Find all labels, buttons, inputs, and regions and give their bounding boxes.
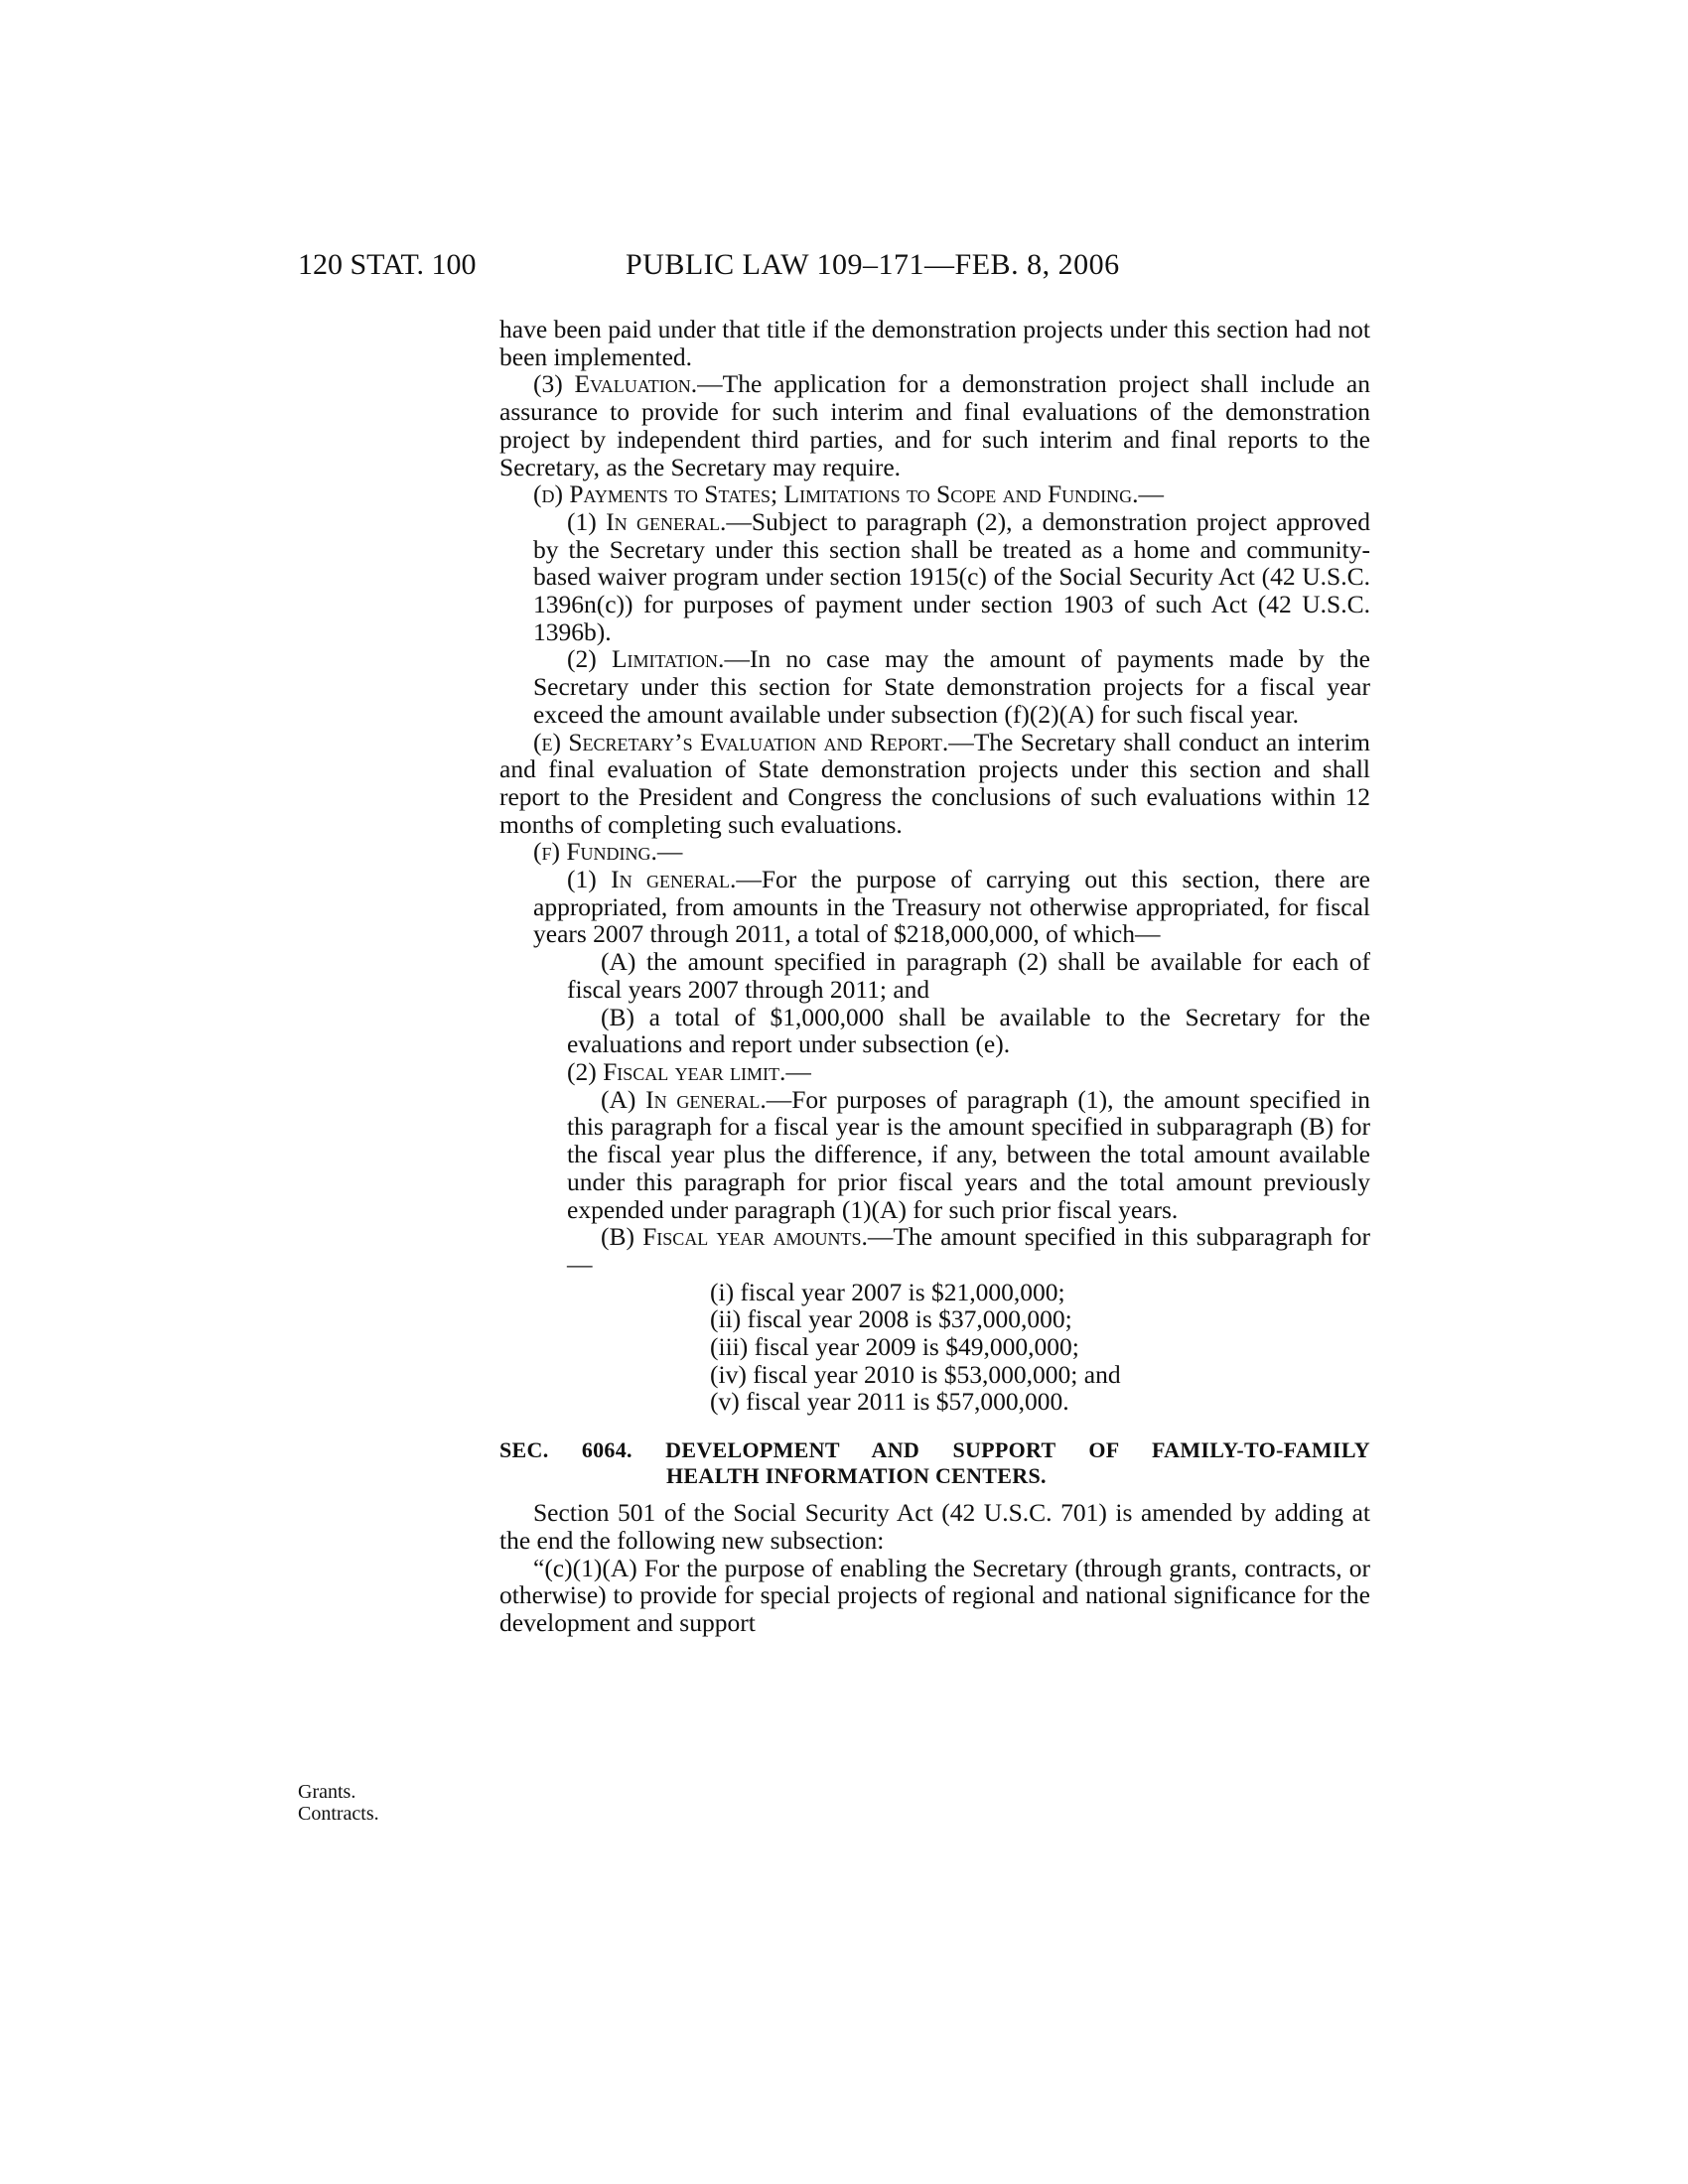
paragraph-heading: (1) In general.	[567, 865, 737, 894]
clause-ii: (ii) fiscal year 2008 is $37,000,000;	[710, 1304, 1072, 1334]
section-6064-heading	[499, 1437, 1370, 1489]
paragraph-text: —The application for a demonstration project shall include an assurance to provide for such interim and final evaluations of the demonstration project by independent third parties, and for such interim and final reports to the Secretary, as the Secretary may require.	[499, 369, 1370, 481]
paragraph-f2-heading	[533, 1058, 1370, 1086]
subparagraph-heading: (A) In general.	[601, 1084, 767, 1114]
paragraph-evaluation	[499, 370, 1370, 480]
section-heading-line-2: HEALTH INFORMATION CENTERS.	[666, 1463, 1047, 1489]
subsection-heading: (e) Secretary’s Evaluation and Report.	[533, 727, 949, 756]
subparagraph-f2a	[567, 1086, 1370, 1224]
paragraph-heading: (1) In general.	[567, 506, 727, 536]
subsection-heading: (f) Funding.	[533, 837, 657, 867]
paragraph-continuation: have been paid under that title if the demonstration projects under this section had not been implemented.	[499, 315, 1370, 371]
paragraph-heading: (2) Fiscal year limit.	[567, 1056, 786, 1086]
subparagraph-f1b: (B) a total of $1,000,000 shall be available to the Secretary for the evaluations and report under subsection (e).	[567, 1002, 1370, 1059]
paragraph-heading: (3) Evaluation.	[533, 369, 698, 399]
subsection-text: —The Secretary shall conduct an interim and final evaluation of State demonstration projects under this section and shall report to the President and Congress the conclusions of such evaluations within 12 months of completing such evaluations.	[499, 727, 1370, 839]
subsection-dash: —	[656, 837, 683, 867]
margin-note-contracts: Contracts.	[298, 1803, 379, 1825]
page-header	[298, 248, 1370, 288]
paragraph-f1	[533, 866, 1370, 948]
section-6064-intro: Section 501 of the Social Security Act (42 U.S.C. 701) is amended by adding at the end the following new subsection:	[499, 1498, 1370, 1555]
page-body	[499, 316, 1370, 1637]
subparagraph-heading: (B) Fiscal year amounts.	[601, 1222, 868, 1252]
subparagraph-text: —The amount specified in this subparagraph for—	[567, 1222, 1370, 1279]
clause-iii: (iii) fiscal year 2009 is $49,000,000;	[710, 1332, 1079, 1362]
paragraph-text: —In no case may the amount of payments made by the Secretary under this section for State demonstration projects for a fiscal year exceed the amount available under subsection (f)(2)(A) for such fiscal year.	[533, 644, 1370, 729]
subsection-e	[499, 729, 1370, 839]
subsection-f-heading	[499, 838, 1370, 866]
section-heading-line-1: SEC. 6064. DEVELOPMENT AND SUPPORT OF FAMILY-TO-FAMILY	[499, 1437, 1370, 1463]
margin-note-grants: Grants.	[298, 1781, 356, 1803]
clause-i: (i) fiscal year 2007 is $21,000,000;	[710, 1277, 1065, 1306]
subsection-d-heading	[499, 480, 1370, 508]
subsection-heading: (d) Payments to States; Limitations to Scope and Funding.	[533, 479, 1139, 509]
paragraph-text: —Subject to paragraph (2), a demonstration project approved by the Secretary under this section shall be treated as a home and community-based waiver program under section 1915(c) of the Social Security Act (42 U.S.C. 1396n(c)) for purposes of payment under section 1903 of such Act (42 U.S.C. 1396b).	[533, 506, 1370, 646]
paragraph-text: —For the purpose of carrying out this section, there are appropriated, from amounts in the Treasury not otherwise appropriated, for fiscal years 2007 through 2011, a total of $218,000,000, of which—	[533, 865, 1370, 949]
subparagraph-f2b	[567, 1223, 1370, 1278]
paragraph-dash: —	[785, 1056, 811, 1086]
subparagraph-f1a: (A) the amount specified in paragraph (2) shall be available for each of fiscal years 2007 through 2011; and	[567, 947, 1370, 1004]
running-title: PUBLIC LAW 109–171—FEB. 8, 2006	[626, 248, 1120, 281]
clause-v: (v) fiscal year 2011 is $57,000,000.	[710, 1387, 1069, 1417]
paragraph-d1	[533, 508, 1370, 646]
statute-page-number: 120 STAT. 100	[298, 248, 477, 281]
paragraph-heading: (2) Limitation.	[567, 644, 725, 674]
clause-iv: (iv) fiscal year 2010 is $53,000,000; and	[710, 1359, 1121, 1389]
margin-notes	[298, 1781, 379, 1825]
paragraph-d2	[533, 645, 1370, 728]
subsection-dash: —	[1138, 479, 1165, 509]
subparagraph-text: —For purposes of paragraph (1), the amount specified in this paragraph for a fiscal year is the amount specified in subparagraph (B) for the fiscal year plus the difference, if any, between the total amount available under this paragraph for prior fiscal years and the total amount previously expended under paragraph (1)(A) for such prior fiscal years.	[567, 1084, 1370, 1224]
subsection-c-text: “(c)(1)(A) For the purpose of enabling the Secretary (through grants, contracts, or otherwise) to provide for special projects of regional and national significance for the development and support	[499, 1553, 1370, 1637]
